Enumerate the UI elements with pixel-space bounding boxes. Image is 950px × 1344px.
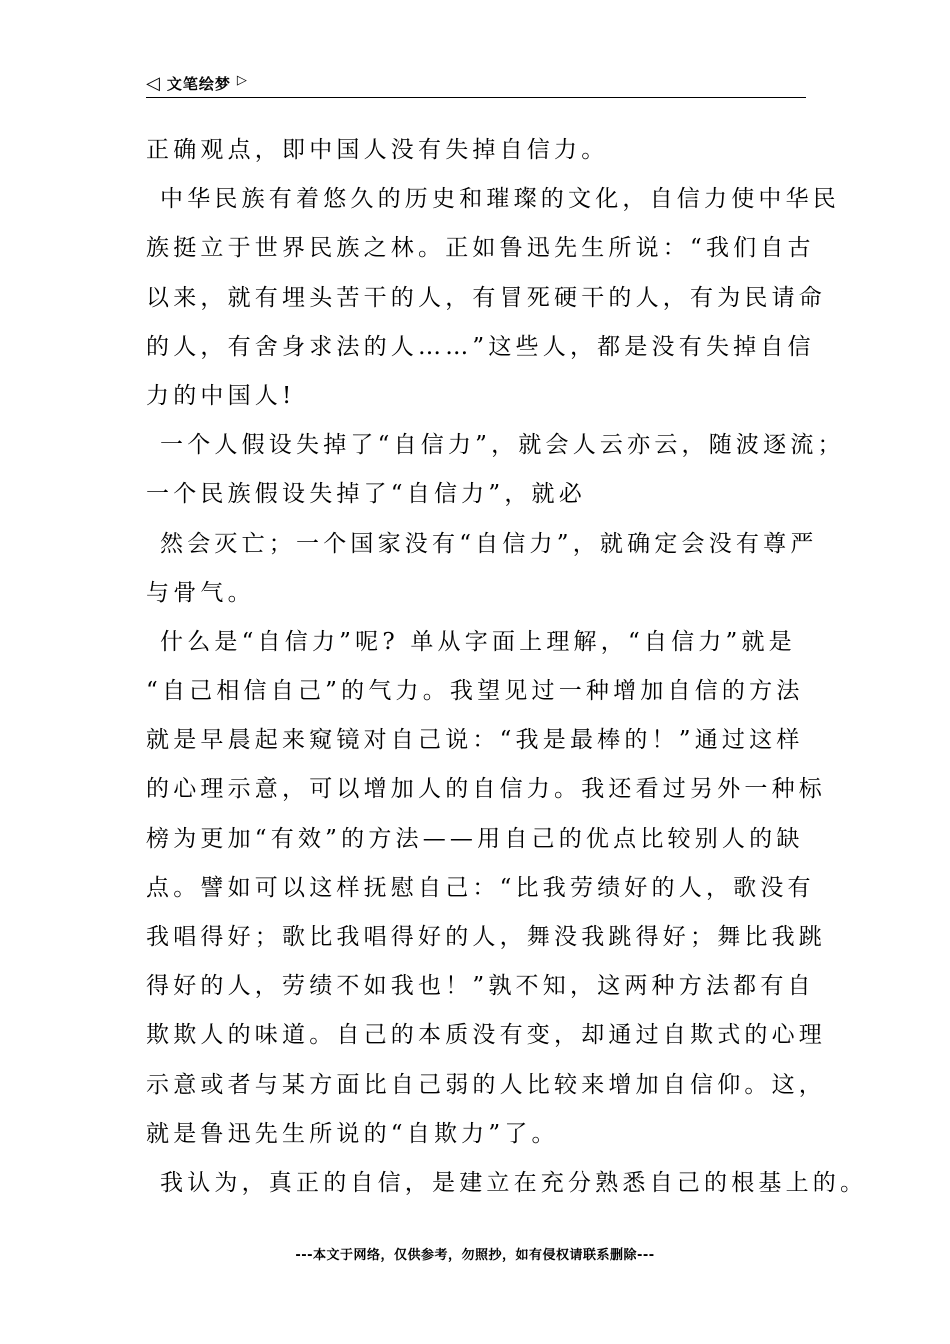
text-line: 就是鲁迅先生所说的“自欺力”了。 [146,1120,559,1147]
text-line: 正确观点，即中国人没有失掉自信力。 [146,137,609,163]
text-line: 欺欺人的味道。自己的本质没有变，却通过自欺式的心理 [146,1022,826,1049]
left-triangle-icon: ◁ [146,72,161,94]
text-line: 的心理示意，可以增加人的自信力。我还看过另外一种标 [146,776,826,803]
text-line: 得好的人，劳绩不如我也！”孰不知，这两种方法都有自 [146,973,815,1000]
header-divider [146,97,806,98]
document-header [146,72,248,94]
text-line: 我认为，真正的自信，是建立在充分熟悉自己的根基上的。 [160,1169,868,1196]
header-title: 文笔绘梦 [166,74,231,93]
text-line: 以来，就有埋头苦干的人，有冒死硬干的人，有为民请命 [146,284,826,311]
text-line: 点。譬如可以这样抚慰自己：“比我劳绩好的人，歌没有 [146,874,815,901]
text-line: 榜为更加“有效”的方法——用自己的优点比较别人的缺 [146,825,804,852]
text-line: 与骨气。 [146,579,255,606]
text-line: 力的中国人! [146,382,296,409]
text-line: 然会灭亡；一个国家没有“自信力”，就确定会没有尊严 [160,530,818,557]
right-triangle-icon: ▷ [236,72,248,88]
document-footer: ---本文于网络，仅供参考，勿照抄，如有侵权请联系删除--- [295,1248,655,1263]
text-line: 示意或者与某方面比自己弱的人比较来增加自信仰。这， [146,1071,826,1098]
text-line: 什么是“自信力”呢? 单从字面上理解，“自信力”就是 [160,628,796,655]
text-line: 一个民族假设失掉了“自信力”，就必 [146,481,586,508]
text-line: 一个人假设失掉了“自信力”，就会人云亦云，随波逐流； [160,432,845,459]
text-line: 族挺立于世界民族之林。正如鲁迅先生所说：“我们自古 [146,235,815,262]
text-line: 我唱得好；歌比我唱得好的人，舞没我跳得好；舞比我跳 [146,924,826,950]
text-line: “自己相信自己”的气力。我望见过一种增加自信的方法 [146,678,804,705]
text-line: 中华民族有着悠久的历史和璀璨的文化，自信力使中华民 [160,186,840,213]
document-body [146,126,868,1208]
text-line: 就是早晨起来窥镜对自己说：“我是最棒的！”通过这样 [146,727,804,754]
text-line: 的人，有舍身求法的人……”这些人，都是没有失掉自信 [146,333,815,360]
